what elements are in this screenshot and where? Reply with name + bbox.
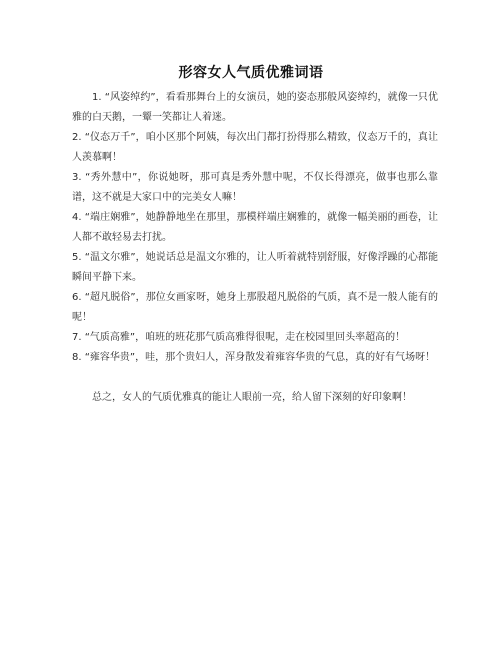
list-item-7: 7. “气质高雅”，咱班的班花那气质高雅得很呢，走在校园里回头率超高的！	[72, 332, 406, 343]
list-item-8: 8. “雍容华贵”，哇，那个贵妇人，浑身散发着雍容华贵的气息，真的好有气场呀！	[72, 352, 436, 363]
list-item-4: 4. “端庄娴雅”，她静静地坐在那里，那模样端庄娴雅的，就像一幅美丽的画卷，让人都不敢轻易去打扰。	[72, 212, 438, 243]
list-item-1: 1. “风姿绰约”，看看那舞台上的女演员，她的姿态那般风姿绰约，就像一只优雅的白天鹅，一颦一笑都让人着迷。	[72, 92, 438, 123]
document-title: 形容女人气质优雅词语	[178, 65, 324, 81]
list-item-3: 3. “秀外慧中”，你说她呀，那可真是秀外慧中呢，不仅长得漂亮，做事也那么靠谱，这不就是大家口中的完美女人嘛！	[72, 172, 438, 203]
list-item-6: 6. “超凡脱俗”，那位女画家呀，她身上那股超凡脱俗的气质，真不是一般人能有的呢！	[72, 292, 438, 323]
summary-paragraph: 总之，女人的气质优雅真的能让人眼前一亮，给人留下深刻的好印象啊！	[92, 392, 412, 403]
list-item-5: 5. “温文尔雅”，她说话总是温文尔雅的，让人听着就特别舒服，好像浮躁的心都能瞬间平静下来。	[72, 252, 438, 283]
list-item-2: 2. “仪态万千”，咱小区那个阿姨，每次出门都打扮得那么精致，仪态万千的，真让人羡慕啊！	[72, 132, 438, 163]
paragraph-spacer	[72, 368, 438, 388]
document-body	[72, 88, 438, 408]
